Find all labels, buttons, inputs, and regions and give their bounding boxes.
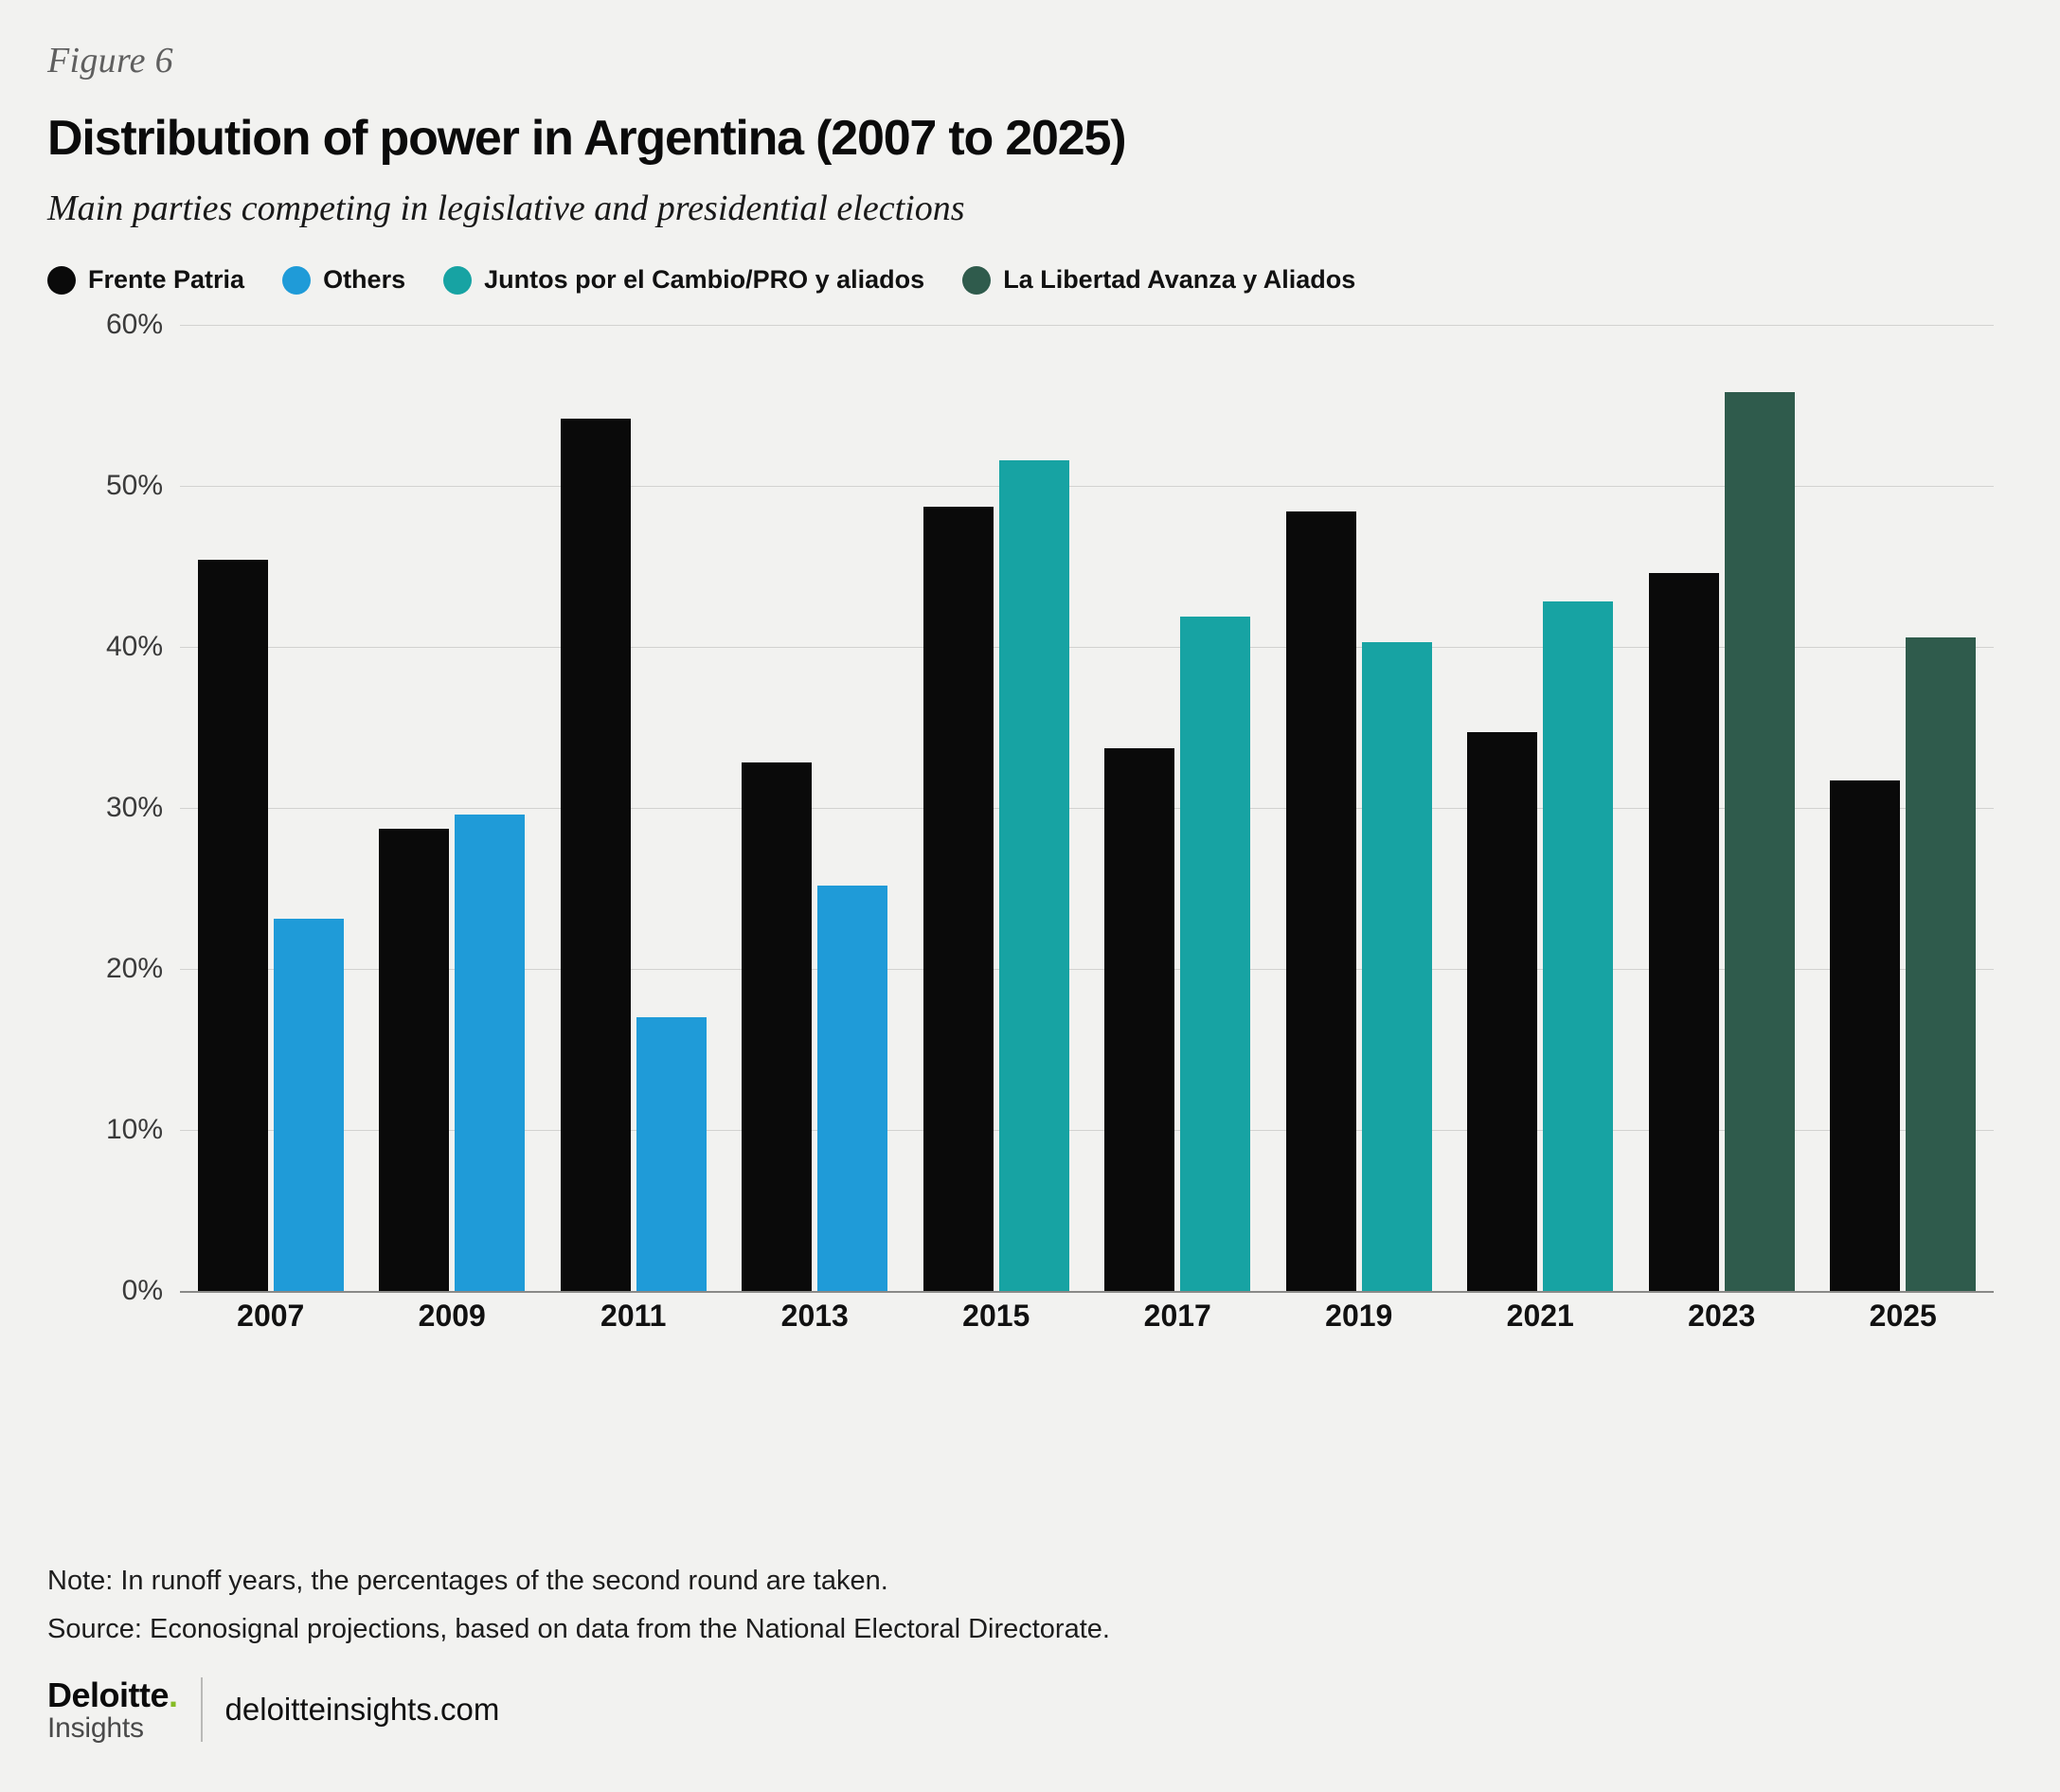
x-axis-tick-label: 2015 bbox=[962, 1299, 1030, 1333]
bar[interactable] bbox=[742, 762, 812, 1291]
bar[interactable] bbox=[636, 1017, 707, 1291]
bar-groups bbox=[180, 325, 1994, 1291]
bar-group bbox=[1631, 325, 1813, 1291]
x-axis-tick-label: 2007 bbox=[237, 1299, 305, 1333]
x-axis-tick-label: 2021 bbox=[1506, 1299, 1574, 1333]
bar-group bbox=[1087, 325, 1269, 1291]
chart-note: Note: In runoff years, the percentages of the second round are taken. bbox=[47, 1565, 888, 1596]
figure-footer bbox=[47, 1566, 2013, 1743]
bar[interactable] bbox=[1649, 573, 1719, 1291]
bar[interactable] bbox=[1362, 642, 1432, 1291]
x-axis-tick-label: 2013 bbox=[780, 1299, 849, 1333]
bar-group bbox=[180, 325, 362, 1291]
chart-source: Source: Econosignal projections, based on data from the National Electoral Directorate. bbox=[47, 1613, 1110, 1644]
x-axis-tick-label: 2023 bbox=[1688, 1299, 1756, 1333]
y-axis-tick-label: 40% bbox=[105, 631, 163, 662]
bar[interactable] bbox=[1543, 601, 1613, 1291]
brand-divider bbox=[201, 1677, 203, 1742]
legend-swatch-icon bbox=[47, 266, 76, 295]
bar-group bbox=[1268, 325, 1450, 1291]
chart-legend bbox=[47, 265, 2013, 295]
bar[interactable] bbox=[561, 419, 631, 1291]
bar[interactable] bbox=[379, 829, 449, 1291]
legend-item-label: Frente Patria bbox=[88, 265, 245, 294]
y-axis-tick-label: 0% bbox=[121, 1275, 163, 1306]
deloitte-logo bbox=[47, 1677, 178, 1743]
bar-group bbox=[1450, 325, 1632, 1291]
deloitte-wordmark bbox=[47, 1677, 178, 1713]
bar[interactable] bbox=[1906, 637, 1976, 1291]
bar[interactable] bbox=[1180, 617, 1250, 1291]
deloitte-insights-text: Insights bbox=[47, 1711, 144, 1744]
legend-item[interactable] bbox=[962, 265, 1355, 295]
deloitte-dot: . bbox=[169, 1675, 178, 1714]
y-axis-tick-label: 10% bbox=[105, 1114, 163, 1145]
bar-group bbox=[1813, 325, 1995, 1291]
legend-item-label: La Libertad Avanza y Aliados bbox=[1003, 265, 1356, 294]
y-axis-tick-label: 30% bbox=[105, 792, 163, 823]
legend-swatch-icon bbox=[282, 266, 311, 295]
bar-group bbox=[362, 325, 544, 1291]
page-title: Distribution of power in Argentina (2007 to 2025) bbox=[47, 111, 1126, 166]
bar-group bbox=[905, 325, 1087, 1291]
figure-label: Figure 6 bbox=[47, 41, 173, 81]
bar[interactable] bbox=[455, 815, 525, 1291]
x-axis-tick-label: 2019 bbox=[1325, 1299, 1393, 1333]
brand-block bbox=[47, 1677, 2013, 1743]
legend-item-label: Juntos por el Cambio/PRO y aliados bbox=[484, 265, 925, 294]
bar-group bbox=[725, 325, 906, 1291]
y-axis-tick-label: 20% bbox=[105, 953, 163, 984]
bar[interactable] bbox=[274, 919, 344, 1291]
legend-item[interactable] bbox=[443, 265, 924, 295]
legend-item[interactable] bbox=[282, 265, 405, 295]
x-axis-tick-label: 2025 bbox=[1869, 1299, 1937, 1333]
x-axis-tick-label: 2011 bbox=[600, 1299, 667, 1333]
x-axis-labels bbox=[180, 1299, 1994, 1334]
bar[interactable] bbox=[817, 886, 887, 1291]
gridline bbox=[180, 1291, 1994, 1293]
bar[interactable] bbox=[1104, 748, 1174, 1291]
figure-container bbox=[0, 40, 2060, 1792]
y-axis-tick-label: 60% bbox=[105, 309, 163, 340]
chart-subtitle: Main parties competing in legislative and presidential elections bbox=[47, 188, 965, 228]
bar[interactable] bbox=[1286, 511, 1356, 1291]
y-axis-tick-label: 50% bbox=[105, 470, 163, 501]
x-axis-tick-label: 2009 bbox=[418, 1299, 486, 1333]
x-axis-tick-label: 2017 bbox=[1143, 1299, 1211, 1333]
deloitte-name-text: Deloitte bbox=[47, 1675, 170, 1714]
legend-swatch-icon bbox=[443, 266, 472, 295]
brand-url[interactable]: deloitteinsights.com bbox=[224, 1692, 500, 1728]
bar[interactable] bbox=[923, 507, 994, 1291]
legend-item[interactable] bbox=[47, 265, 244, 295]
bar[interactable] bbox=[1830, 780, 1900, 1291]
bar[interactable] bbox=[198, 560, 268, 1291]
bar[interactable] bbox=[1467, 732, 1537, 1291]
bar[interactable] bbox=[999, 460, 1069, 1291]
chart-plot bbox=[47, 309, 2013, 1333]
legend-item-label: Others bbox=[323, 265, 406, 294]
plot-area bbox=[105, 309, 1994, 1306]
bar-group bbox=[543, 325, 725, 1291]
legend-swatch-icon bbox=[962, 266, 991, 295]
bar[interactable] bbox=[1725, 392, 1795, 1291]
